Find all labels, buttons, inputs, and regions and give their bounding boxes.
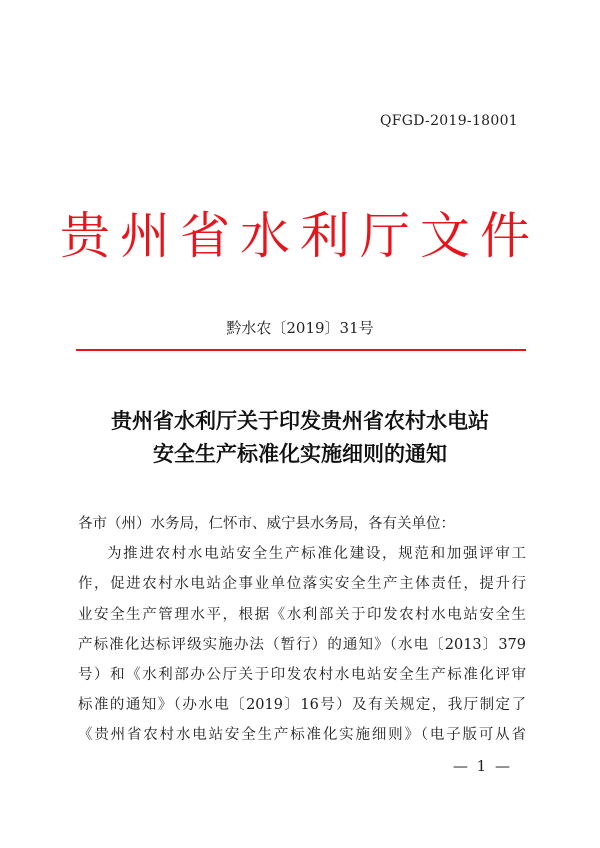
body-line-4: 产标准化达标评级实施办法（暂行）的通知》（水电〔2013〕379: [78, 636, 526, 653]
document-code: QFGD-2019-18001: [380, 113, 518, 129]
title-line-1: 贵州省水利厅关于印发贵州省农村水电站: [111, 409, 489, 433]
body-line-5: 号）和《水利部办公厅关于印发农村水电站安全生产标准化评审: [78, 667, 526, 684]
document-title: [0, 405, 600, 471]
page-number: — 1 —: [452, 757, 512, 775]
body-line-6: 标准的通知》（办水电〔2019〕16号）及有关规定，我厅制定了: [78, 697, 526, 714]
body-line-2: 作，促进农村水电站企事业单位落实安全生产主体责任，提升行: [78, 576, 526, 593]
red-divider-line: [76, 349, 526, 351]
document-number: 黔水农〔2019〕31号: [226, 319, 374, 337]
body-line-7: 《贵州省农村水电站安全生产标准化实施细则》（电子版可从省: [78, 727, 526, 744]
document-body: [78, 509, 526, 751]
addressee: 各市（州）水务局，仁怀市、威宁县水务局，各有关单位：: [78, 516, 455, 532]
body-line-3: 业安全生产管理水平，根据《水利部关于印发农村水电站安全生: [78, 606, 526, 623]
title-line-2: 安全生产标准化实施细则的通知: [153, 442, 447, 466]
issuer-header: 贵州省水利厅文件: [60, 207, 540, 265]
body-line-1: 为推进农村水电站安全生产标准化建设，规范和加强评审工: [107, 546, 526, 563]
